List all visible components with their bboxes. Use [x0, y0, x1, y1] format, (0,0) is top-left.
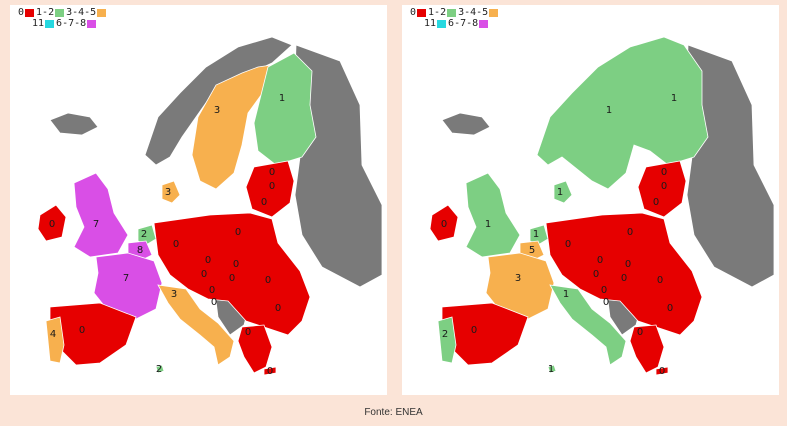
label-france: 3 — [514, 273, 522, 284]
label-greece: 0 — [244, 327, 252, 338]
label-uk: 7 — [92, 219, 100, 230]
legend-left — [18, 7, 108, 29]
source-caption: Fonte: ENEA — [364, 407, 423, 418]
legend-right — [410, 7, 500, 29]
legend-swatch-green — [55, 9, 64, 17]
label-belgium: 5 — [528, 245, 536, 256]
label-poland: 0 — [234, 227, 242, 238]
label-estonia: 0 — [660, 167, 668, 178]
region-spain — [442, 303, 528, 365]
label-slovenia: 0 — [600, 285, 608, 296]
label-hungary: 0 — [620, 273, 628, 284]
label-austria: 0 — [592, 269, 600, 280]
legend-class-4-label: 6-7-8 — [448, 18, 479, 29]
label-italy: 1 — [562, 289, 570, 300]
label-croatia: 0 — [210, 297, 218, 308]
label-cyprus: 0 — [658, 366, 666, 377]
legend-swatch-magenta — [87, 20, 96, 28]
legend-class-1-label: 1-2 — [36, 7, 55, 18]
label-norway: 1 — [605, 105, 613, 116]
legend-swatch-orange — [97, 9, 106, 17]
label-malta: 2 — [155, 364, 163, 375]
map-panel-right — [402, 5, 779, 395]
label-slovakia: 0 — [232, 259, 240, 270]
label-norway: 3 — [213, 105, 221, 116]
legend-swatch-cyan — [437, 20, 446, 28]
legend-zero-label: 0 — [18, 7, 25, 18]
label-spain: 0 — [78, 325, 86, 336]
legend-class-3-label: 11 — [32, 18, 45, 29]
region-iceland — [50, 113, 98, 135]
label-lithuania: 0 — [260, 197, 268, 208]
label-finland: 1 — [278, 93, 286, 104]
label-finland: 1 — [670, 93, 678, 104]
europe-map-left — [10, 5, 387, 395]
label-latvia: 0 — [268, 181, 276, 192]
label-romania: 0 — [264, 275, 272, 286]
legend-swatch-orange — [489, 9, 498, 17]
legend-class-2-label: 3-4-5 — [458, 7, 489, 18]
label-cyprus: 0 — [266, 366, 274, 377]
label-bulgaria: 0 — [274, 303, 282, 314]
label-france: 7 — [122, 273, 130, 284]
legend-class-1-label: 1-2 — [428, 7, 447, 18]
label-spain: 0 — [470, 325, 478, 336]
region-uk — [466, 173, 520, 257]
label-malta: 1 — [547, 364, 555, 375]
label-slovenia: 0 — [208, 285, 216, 296]
label-austria: 0 — [200, 269, 208, 280]
label-lithuania: 0 — [652, 197, 660, 208]
label-bulgaria: 0 — [666, 303, 674, 314]
label-latvia: 0 — [660, 181, 668, 192]
legend-swatch-magenta — [479, 20, 488, 28]
label-germany: 0 — [172, 239, 180, 250]
label-italy: 3 — [170, 289, 178, 300]
legend-zero-label: 0 — [410, 7, 417, 18]
legend-swatch-red — [417, 9, 426, 17]
label-germany: 0 — [564, 239, 572, 250]
label-ireland: 0 — [48, 219, 56, 230]
label-ireland: 0 — [440, 219, 448, 230]
label-belgium: 8 — [136, 245, 144, 256]
label-greece: 0 — [636, 327, 644, 338]
region-portugal — [46, 317, 64, 363]
label-czech: 0 — [596, 255, 604, 266]
label-netherlands: 1 — [532, 229, 540, 240]
legend-class-3-label: 11 — [424, 18, 437, 29]
label-hungary: 0 — [228, 273, 236, 284]
label-portugal: 4 — [49, 329, 57, 340]
label-poland: 0 — [626, 227, 634, 238]
region-uk — [74, 173, 128, 257]
region-iceland — [442, 113, 490, 135]
region-scandinavia — [537, 37, 708, 189]
label-romania: 0 — [656, 275, 664, 286]
legend-swatch-red — [25, 9, 34, 17]
legend-swatch-green — [447, 9, 456, 17]
legend-class-4-label: 6-7-8 — [56, 18, 87, 29]
label-denmark: 3 — [164, 187, 172, 198]
label-netherlands: 2 — [140, 229, 148, 240]
label-czech: 0 — [204, 255, 212, 266]
legend-swatch-cyan — [45, 20, 54, 28]
map-panel-left — [10, 5, 387, 395]
europe-map-right — [402, 5, 779, 395]
label-uk: 1 — [484, 219, 492, 230]
region-portugal — [438, 317, 456, 363]
label-croatia: 0 — [602, 297, 610, 308]
label-portugal: 2 — [441, 329, 449, 340]
label-denmark: 1 — [556, 187, 564, 198]
label-slovakia: 0 — [624, 259, 632, 270]
label-estonia: 0 — [268, 167, 276, 178]
legend-class-2-label: 3-4-5 — [66, 7, 97, 18]
region-spain — [50, 303, 136, 365]
